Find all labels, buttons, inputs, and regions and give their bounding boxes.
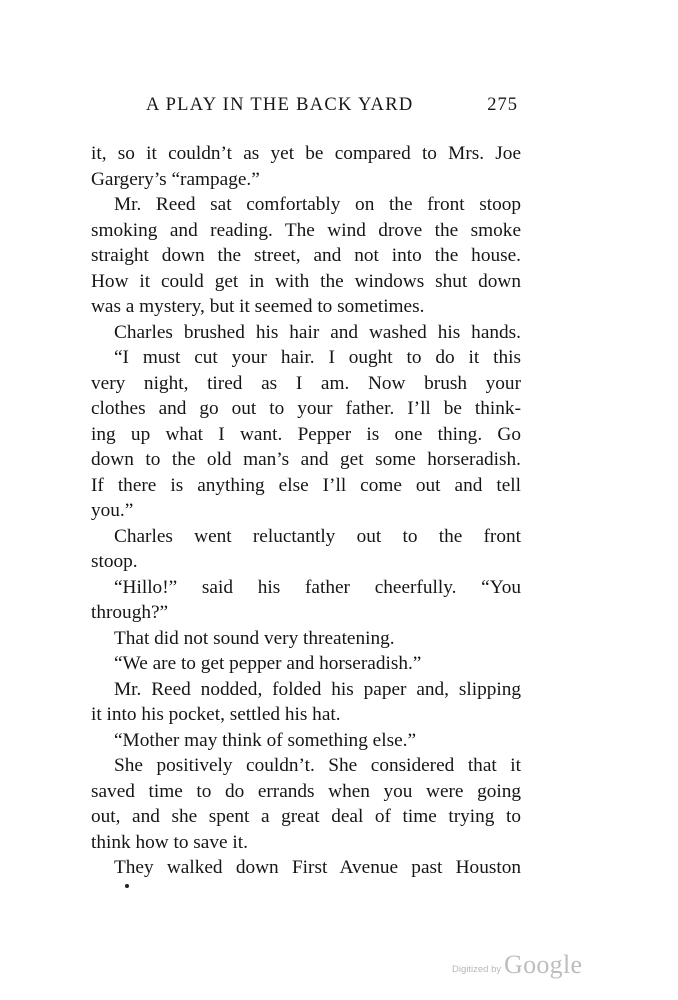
text-line: through?” [91,602,169,623]
text-line: down to the old man’s and get some horseradish. [91,449,521,470]
text-line: very night, tired as I am. Now brush your [91,372,521,394]
watermark-prefix: Digitized by [452,964,502,975]
running-title: A PLAY IN THE BACK YARD [146,95,414,115]
text-line: She positively couldn’t. She considered that it [114,755,521,776]
text-line: stoop. [91,551,138,572]
text-line: saved time to do errands when you were going [91,780,521,802]
text-line: Mr. Reed sat comfortably on the front stoop [114,194,521,215]
digitization-watermark [452,950,592,980]
text-line: you.” [91,500,134,521]
text-line: “I must cut your hair. I ought to do it this [114,347,521,368]
stray-ink-dot [125,884,129,888]
text-line: smoking and reading. The wind drove the smoke [91,219,521,241]
text-line: Gargery’s “rampage.” [91,168,260,190]
text-line: it, so it couldn’t as yet be compared to Mrs. Joe [91,143,521,164]
text-line: “Hillo!” said his father cheerfully. “You [114,576,521,598]
text-line: That did not sound very threatening. [114,627,395,649]
text-line: was a mystery, but it seemed to sometimes. [91,296,425,317]
text-line: out, and she spent a great deal of time trying to [91,806,521,827]
body-text [91,141,521,881]
text-line: it into his pocket, settled his hat. [91,704,341,725]
text-line: “We are to get pepper and horseradish.” [114,653,422,674]
text-line: How it could get in with the windows shut down [91,270,521,292]
text-line: Charles brushed his hair and washed his hands. [114,321,521,343]
text-line: Charles went reluctantly out to the front [114,525,521,547]
text-line: Mr. Reed nodded, folded his paper and, slipping [114,678,521,700]
text-line: straight down the street, and not into the house. [91,245,521,266]
text-line: If there is anything else I’ll come out and tell [91,474,521,496]
text-line: ing up what I want. Pepper is one thing. Go [91,423,521,445]
text-line: “Mother may think of something else.” [114,729,417,751]
text-line: think how to save it. [91,831,248,853]
text-line: clothes and go out to your father. I’ll be think- [91,398,521,419]
page-number: 275 [487,95,518,115]
running-header [146,92,518,118]
text-line: They walked down First Avenue past Houston [114,857,521,878]
watermark-brand: Google [504,950,583,979]
